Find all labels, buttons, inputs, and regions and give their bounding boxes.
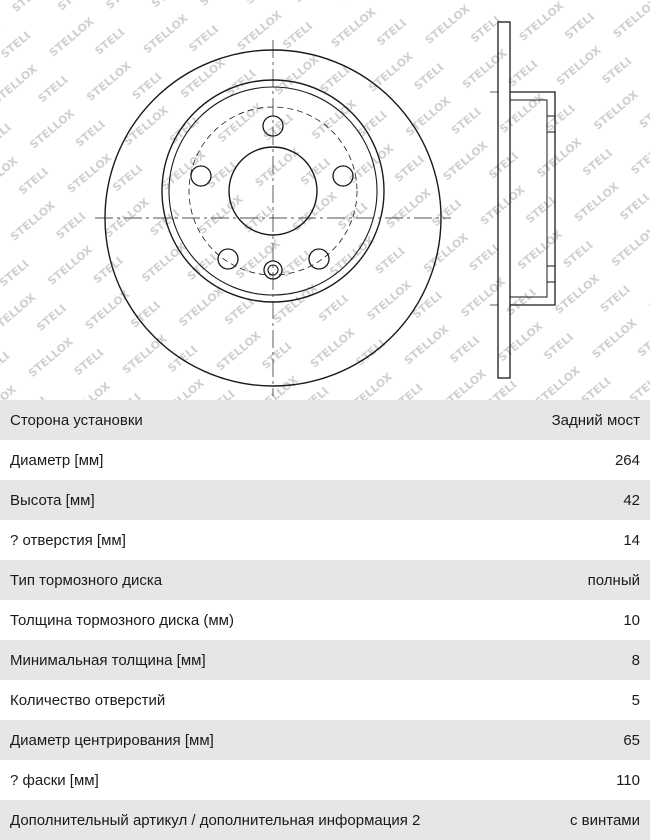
spec-label: Минимальная толщина [мм] — [10, 651, 206, 669]
spec-value: полный — [587, 571, 640, 589]
disc-technical-drawing — [0, 0, 650, 400]
spec-row-disc-type — [0, 560, 650, 600]
spec-row-hole-diameter — [0, 520, 650, 560]
spec-label: Толщина тормозного диска (мм) — [10, 611, 234, 629]
spec-label: Сторона установки — [10, 411, 143, 429]
spec-row-diameter — [0, 440, 650, 480]
spec-label: ? фаски [мм] — [10, 771, 99, 789]
spec-value: 8 — [631, 651, 640, 669]
spec-label: Дополнительный артикул / дополнительная информация 2 — [10, 811, 421, 829]
spec-value: 5 — [631, 691, 640, 709]
watermark — [0, 0, 650, 400]
spec-row-chamfer — [0, 760, 650, 800]
spec-value: 14 — [623, 531, 640, 549]
specs-table — [0, 400, 650, 840]
spec-label: Диаметр центрирования [мм] — [10, 731, 214, 749]
spec-row-extra-info — [0, 800, 650, 840]
spec-row-thickness — [0, 600, 650, 640]
spec-value: 110 — [616, 771, 640, 789]
spec-row-height — [0, 480, 650, 520]
spec-label: Количество отверстий — [10, 691, 166, 709]
spec-value: 264 — [614, 451, 640, 469]
spec-row-mounting-side — [0, 400, 650, 440]
spec-label: Тип тормозного диска — [10, 571, 163, 589]
spec-label: ? отверстия [мм] — [10, 531, 126, 549]
spec-label: Диаметр [мм] — [10, 451, 104, 469]
spec-label: Высота [мм] — [10, 491, 95, 509]
spec-value: 10 — [623, 611, 640, 629]
spec-row-min-thickness — [0, 640, 650, 680]
spec-value: Задний мост — [551, 411, 640, 429]
spec-value: 65 — [623, 731, 640, 749]
spec-value: 42 — [623, 491, 640, 509]
spec-value: с винтами — [569, 811, 640, 829]
brake-disc-drawing — [0, 0, 650, 400]
spec-row-centering-diameter — [0, 720, 650, 760]
spec-row-hole-count — [0, 680, 650, 720]
